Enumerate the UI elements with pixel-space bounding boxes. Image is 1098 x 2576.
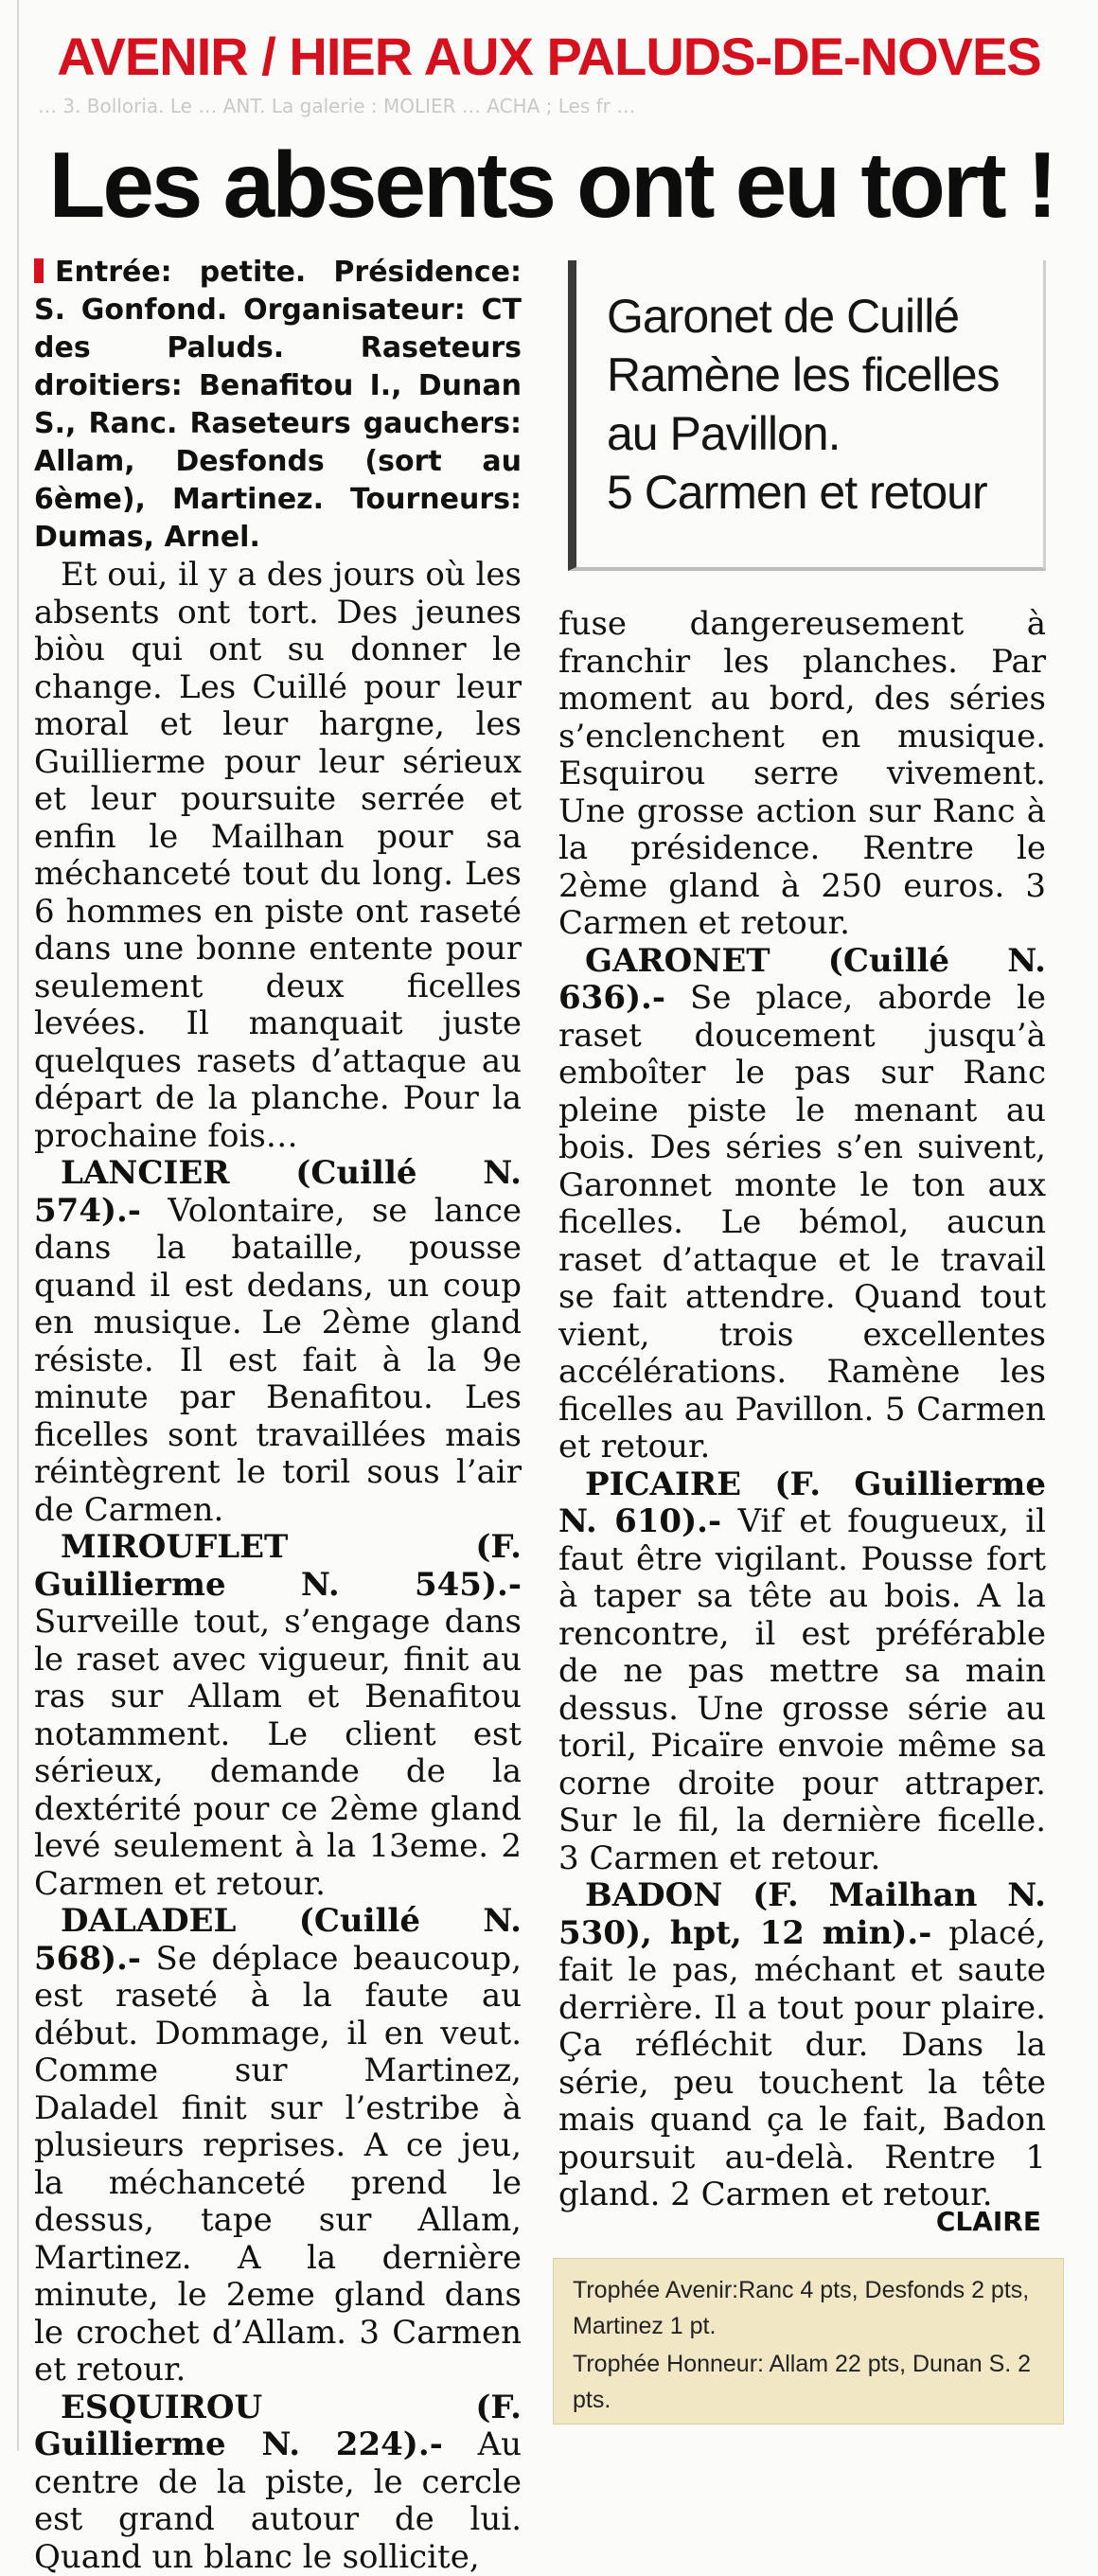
- pull-quote-line: 5 Carmen et retour: [607, 463, 1026, 522]
- pull-quote-line: Garonet de Cuillé: [607, 287, 1026, 346]
- bull-entry: [34, 1903, 522, 2389]
- trophy-box: [553, 2258, 1064, 2425]
- bull-entry: [558, 1466, 1046, 1878]
- info-text: Entrée: petite. Présidence: S. Gonfond. Organisateur: CT des Paluds. Raseteurs droitiers: Benafitou I., Dunan S., Ranc. Raseteurs gauchers: Allam, Desfonds (sort au 6ème), Martinez. Tourneurs: Dumas, Arnel.: [34, 256, 522, 554]
- article-headline: Les absents ont eu tort !: [27, 133, 1077, 237]
- continuation-paragraph: fuse dangereusement à franchir les planches. Par moment au bord, des séries s’enclenchent en musique. Esquirou serre vivement. Une grosse action sur Ranc à la présidence. Rentre le 2ème gland à 250 euros. 3 Carmen et retour.: [558, 606, 1046, 943]
- pull-quote-line: au Pavillon.: [607, 404, 1026, 463]
- intro-paragraph: Et oui, il y a des jours où les absents ont tort. Des jeunes biòu qui ont su donner le change. Les Cuillé pour leur moral et leur hargne, les Guillierme pour leur sérieux et leur poursuite serrée et enfin le Mailhan pour sa méchanceté tout du long. Les 6 hommes en piste ont raseté dans une bonne entente pour seulement deux ficelles levées. Il manquait juste quelques rasets d’attaque au départ de la planche. Pour la prochaine fois…: [34, 557, 522, 1155]
- bull-entry: [34, 1529, 522, 1903]
- bull-name: LANCIER (Cuillé N. 574).-: [34, 1154, 522, 1230]
- trophy-honneur: Trophée Honneur: Allam 22 pts, Dunan S. 2 pts.: [573, 2346, 1042, 2418]
- bull-name: GARONET (Cuillé N. 636).-: [558, 942, 1046, 1018]
- bull-name: DALADEL (Cuillé N. 568).-: [34, 1902, 522, 1978]
- bull-name: BADON (F. Mailhan N. 530), hpt, 12 min).-: [558, 1876, 1046, 1952]
- bull-entry: [34, 1155, 522, 1529]
- bull-text: Vif et fougueux, il faut être vigilant. Pousse fort à taper sa tête au bois. A la rencontre, il est préférable de ne pas mettre sa main dessus. Une grosse série au toril, Picaïre envoie même sa corne droite pour attraper. Sur le fil, la dernière ficelle. 3 Carmen et retour.: [558, 1502, 1046, 1877]
- bleed-through-text: … 3. Bolloria. Le … ANT. La galerie : MOLIER … ACHA ; Les fr …: [0, 95, 1098, 133]
- red-marker-icon: [34, 258, 44, 283]
- bull-entry: [558, 943, 1046, 1466]
- bull-name: PICAIRE (F. Guillierme N. 610).-: [558, 1466, 1046, 1541]
- trophy-avenir: Trophée Avenir:Ranc 4 pts, Desfonds 2 pts, Martinez 1 pt.: [573, 2272, 1042, 2344]
- pull-quote: [568, 260, 1046, 571]
- bull-text: Surveille tout, s’engage dans le raset avec vigueur, finit au ras sur Allam et Benafitou notamment. Le client est sérieux, demande de la dextérité pour ce 2ème gland levé seulement à la 13eme. 2 Carmen et retour.: [34, 1603, 522, 1903]
- bull-text: Au centre de la piste, le cercle est grand autour de lui. Quand un blanc le sollicite,: [34, 2425, 522, 2576]
- bull-name: ESQUIROU (F. Guillierme N. 224).-: [34, 2389, 522, 2464]
- author-signature: CLAIRE: [909, 2206, 1041, 2237]
- info-box: [34, 254, 522, 557]
- bull-text: Se place, aborde le raset doucement jusqu’à emboîter le pas sur Ranc pleine piste le menant au bois. Des séries s’en suivent, Garonnet monte le ton aux ficelles. Le bémol, aucun raset d’attaque et le travail se fait attendre. Quand tout vient, trois excellentes accélérations. Ramène les ficelles au Pavillon. 5 Carmen et retour.: [558, 979, 1046, 1466]
- bull-name: MIROUFLET (F. Guillierme N. 545).-: [34, 1528, 522, 1604]
- column-left: [34, 254, 522, 2576]
- section-kicker: AVENIR / HIER AUX PALUDS-DE-NOVES: [38, 27, 1060, 87]
- column-right: [558, 606, 1046, 2214]
- bull-entry: [558, 1877, 1046, 2214]
- bull-text: placé, fait le pas, méchant et saute derrière. Il a tout pour plaire. Ça réfléchit dur. Dans la série, peu touchent la tête mais quand ça le fait, Badon poursuit au-delà. Rentre 1 gland. 2 Carmen et retour.: [558, 1914, 1046, 2214]
- bull-text: Se déplace beaucoup, est raseté à la faute au début. Dommage, il en veut. Comme sur Martinez, Daladel finit sur l’estribe à plusieurs reprises. A ce jeu, la méchanceté prend le dessus, tape sur Allam, Martinez. A la dernière minute, le 2eme gland dans le crochet d’Allam. 3 Carmen et retour.: [34, 1940, 522, 2389]
- pull-quote-line: Ramène les ficelles: [607, 346, 1026, 404]
- page-edge: [17, 0, 19, 2451]
- bull-entry: [34, 2389, 522, 2576]
- bull-text: Volontaire, se lance dans la bataille, pousse quand il est dedans, un coup en musique. Le 2ème gland résiste. Il est fait à la 9e minute par Benafitou. Les ficelles sont travaillées mais réintègrent le toril sous l’air de Carmen.: [34, 1192, 522, 1529]
